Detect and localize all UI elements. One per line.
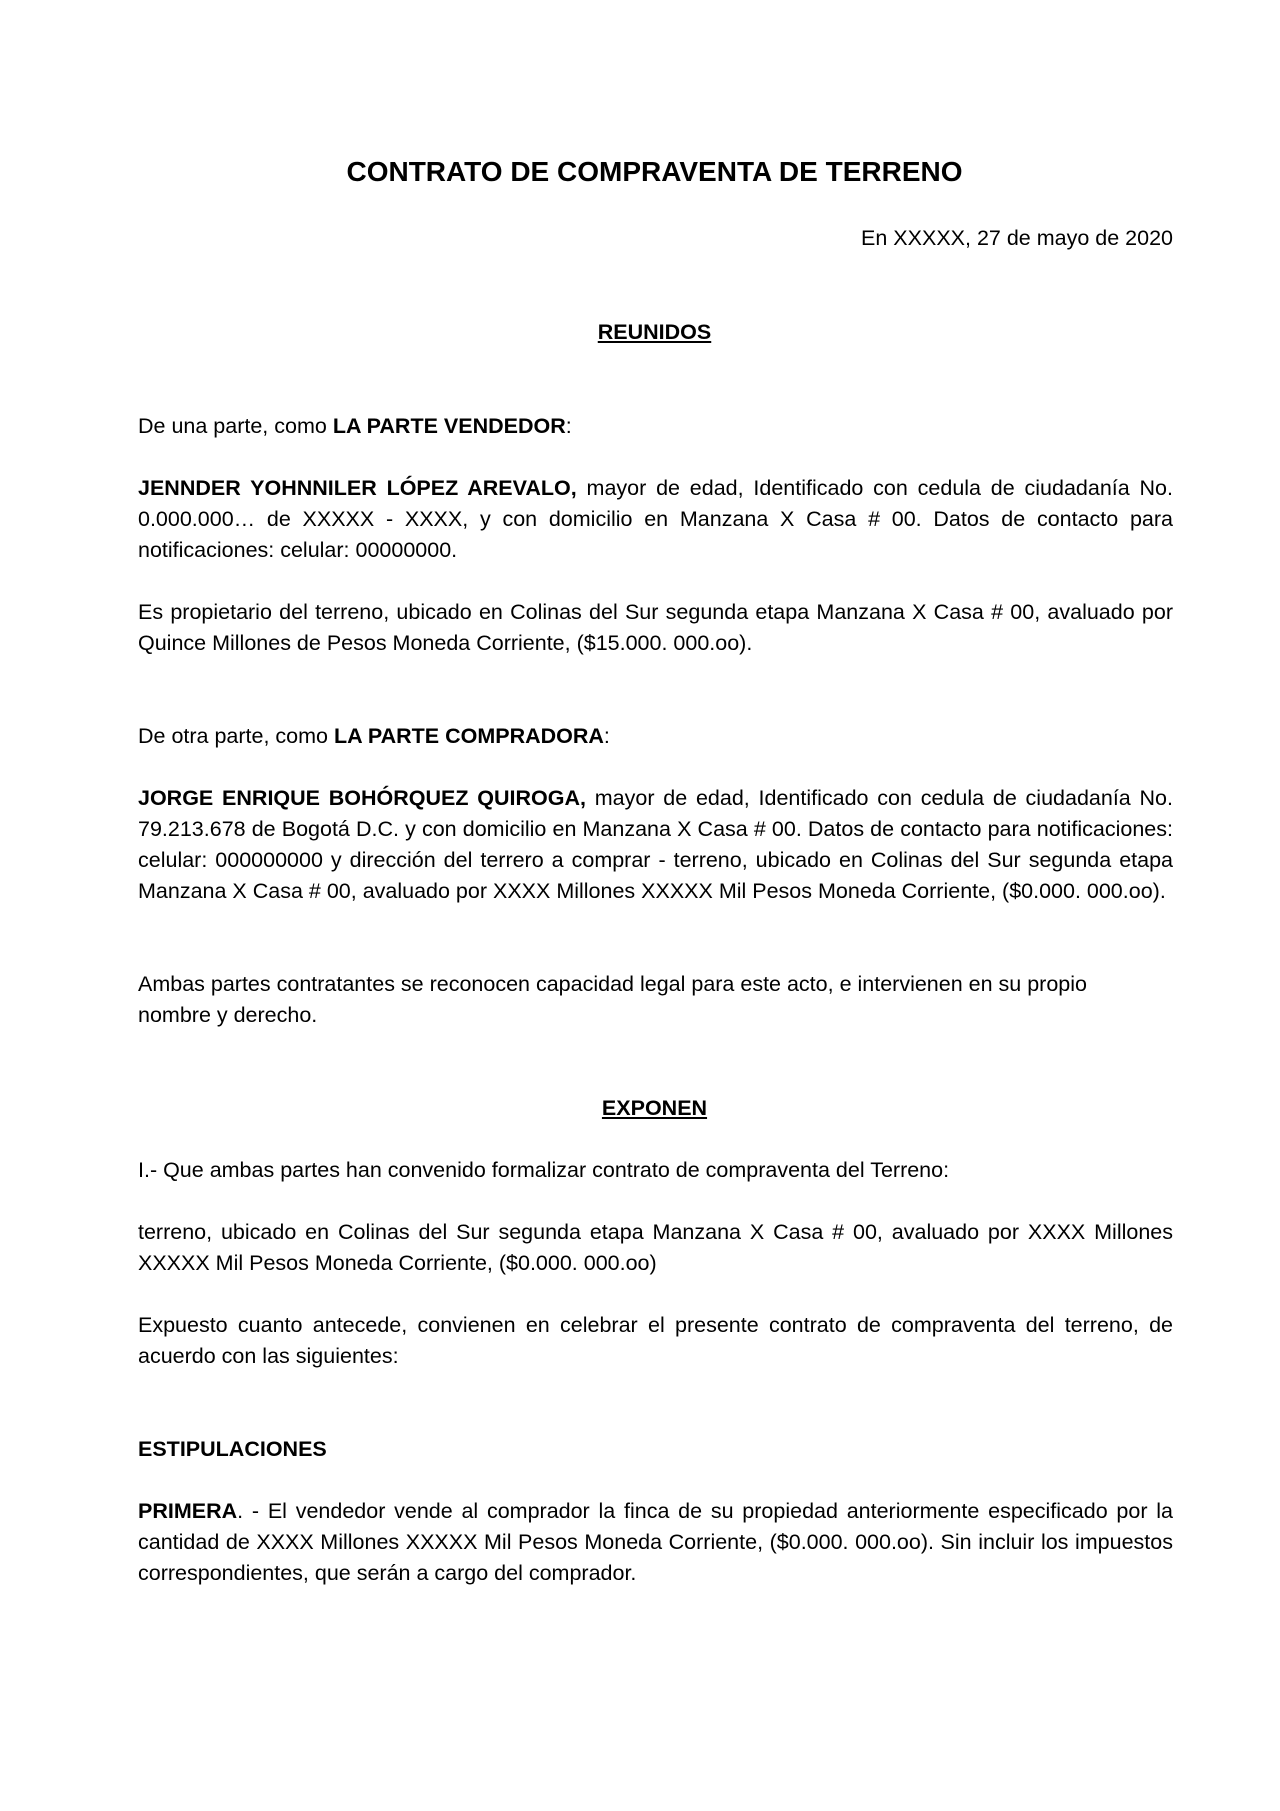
seller-role-label: LA PARTE VENDEDOR xyxy=(332,414,566,438)
buyer-details: mayor de edad, Identificado con cedula de ciudadanía No. 79.213.678 de Bogotá D.C. y con domicilio en Manzana X Casa # 00. Datos de contacto para notificaciones: celular: 000000000 y dirección del terrero a comprar - terreno, ubicado en Colinas del Sur segunda etapa Manzana X Casa # 00, avaluado por XXXX Millones XXXXX Mil Pesos Moneda Corriente, ($0.000. 000.oo). xyxy=(138,786,1173,903)
exponen-conclusion-paragraph: Expuesto cuanto antecede, convienen en celebrar el presente contrato de compraventa del terreno, de acuerdo con las siguientes: xyxy=(138,1313,1173,1368)
seller-paragraph xyxy=(138,473,1173,566)
exponen-point-one: I.- Que ambas partes han convenido formalizar contrato de compraventa del Terreno: xyxy=(138,1158,950,1182)
seller-name: JENNDER YOHNNILER LÓPEZ AREVALO, xyxy=(138,476,577,500)
buyer-paragraph xyxy=(138,783,1173,907)
heading-exponen: EXPONEN xyxy=(601,1096,708,1120)
seller-intro-prefix: De una parte, como xyxy=(138,414,333,438)
date-line: En XXXXX, 27 de mayo de 2020 xyxy=(861,226,1173,250)
heading-reunidos: REUNIDOS xyxy=(597,320,712,344)
both-parties-paragraph: Ambas partes contratantes se reconocen capacidad legal para este acto, e intervienen en su propio nombre y derecho. xyxy=(138,972,1087,1027)
seller-intro xyxy=(138,411,1173,442)
buyer-name: JORGE ENRIQUE BOHÓRQUEZ QUIROGA, xyxy=(138,786,586,810)
primera-paragraph xyxy=(138,1496,1173,1589)
buyer-intro xyxy=(138,721,1173,752)
seller-intro-suffix: : xyxy=(565,414,572,438)
primera-text: . - El vendedor vende al comprador la finca de su propiedad anteriormente especificado por la cantidad de XXXX Millones XXXXX Mil Pesos Moneda Corriente, ($0.000. 000.oo). Sin incluir los impuestos correspondientes, que serán a cargo del comprador. xyxy=(138,1499,1173,1585)
buyer-intro-prefix: De otra parte, como xyxy=(138,724,334,748)
buyer-intro-suffix: : xyxy=(603,724,610,748)
primera-label: PRIMERA xyxy=(138,1499,238,1523)
terrain-description-paragraph: terreno, ubicado en Colinas del Sur segunda etapa Manzana X Casa # 00, avaluado por XXXX Millones XXXXX Mil Pesos Moneda Corriente, ($0.000. 000.oo) xyxy=(138,1220,1173,1275)
document-title: CONTRATO DE COMPRAVENTA DE TERRENO xyxy=(346,156,963,187)
seller-property-paragraph: Es propietario del terreno, ubicado en Colinas del Sur segunda etapa Manzana X Casa # 00, avaluado por Quince Millones de Pesos Moneda Corriente, ($15.000. 000.oo). xyxy=(138,600,1173,655)
seller-details: mayor de edad, Identificado con cedula de ciudadanía No. 0.000.000… de XXXXX - XXXX, y con domicilio en Manzana X Casa # 00. Datos de contacto para notificaciones: celular: 00000000. xyxy=(138,476,1173,562)
buyer-role-label: LA PARTE COMPRADORA xyxy=(333,724,604,748)
heading-estipulaciones: ESTIPULACIONES xyxy=(138,1437,327,1461)
